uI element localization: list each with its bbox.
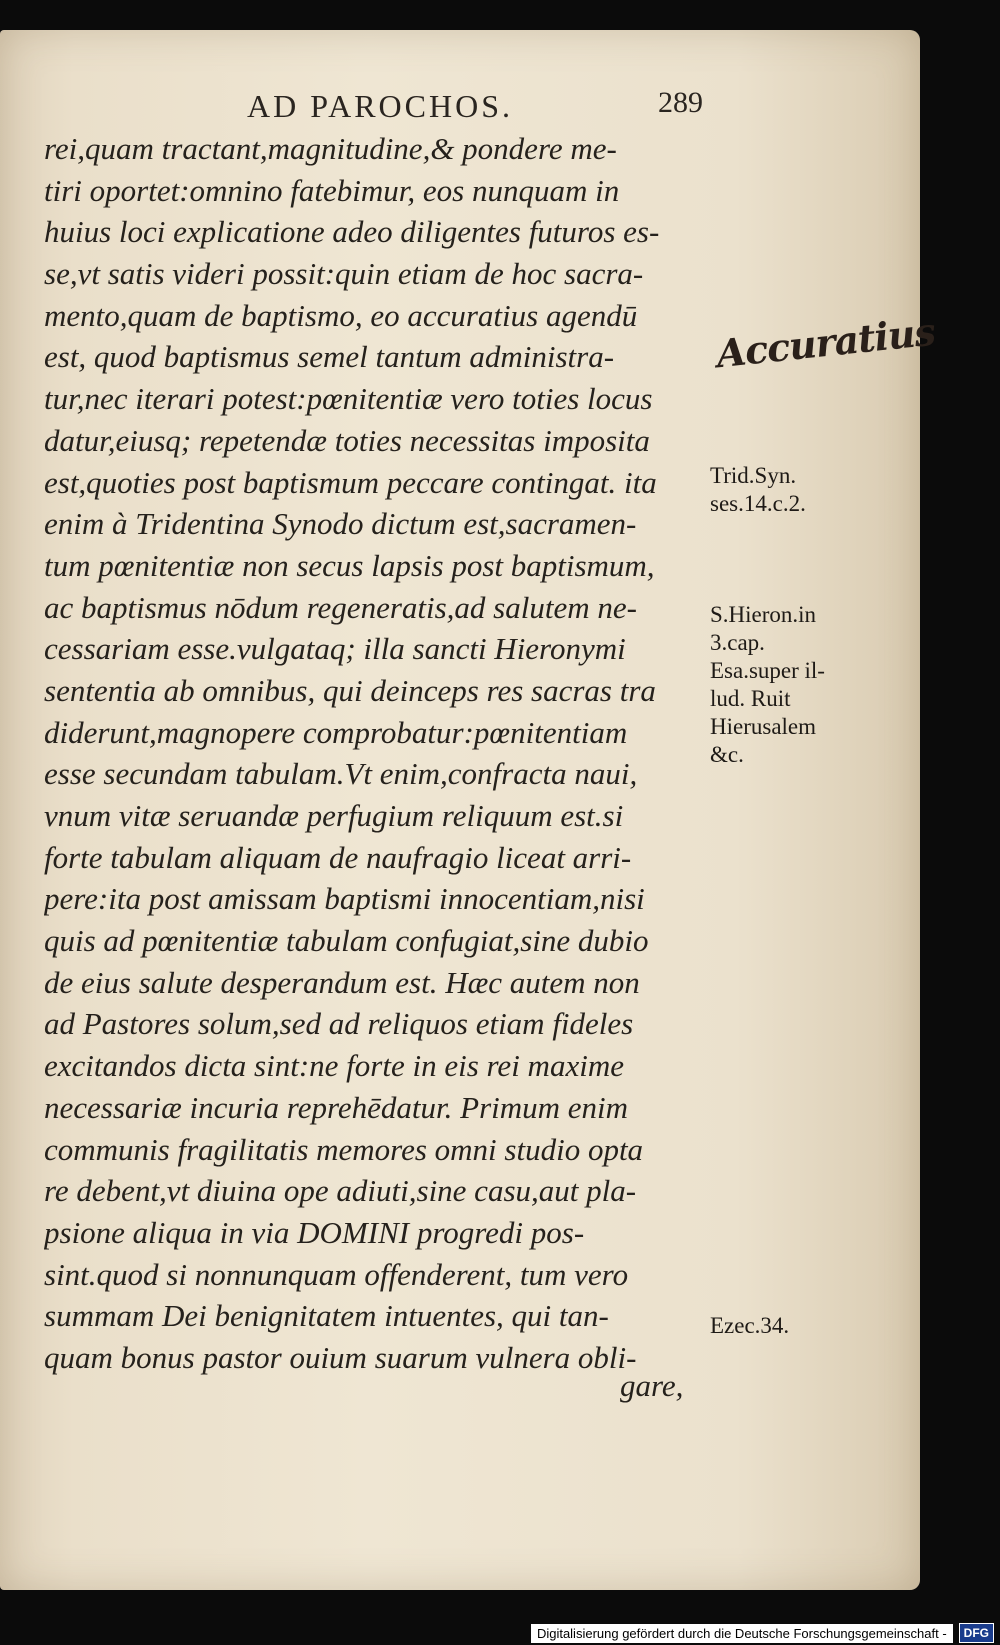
text-line: ad Pastores solum,sed ad reliquos etiam fideles [44,1006,634,1042]
margin-note-line: &c. [710,742,744,767]
margin-note-line: Esa.super il- [710,658,825,683]
text-line: necessariæ incuria reprehēdatur. Primum enim [44,1089,629,1125]
text-line: enim à Tridentina Synodo dictum est,sacramen- [44,506,637,542]
text-line: mento,quam de baptismo, eo accuratius agendū [44,297,638,333]
funding-credit: Digitalisierung gefördert durch die Deutsche Forschungsgemeinschaft - [531,1624,953,1643]
margin-note-line: lud. Ruit [710,686,791,711]
text-line: est, quod baptismus semel tantum administra- [44,339,615,375]
text-line: tiri oportet:omnino fatebimur, eos nunquam in [44,172,620,208]
text-line: summam Dei benignitatem intuentes, qui tan- [44,1298,609,1334]
text-line: esse secundam tabulam.Vt enim,confracta naui, [44,756,638,792]
text-line: quis ad pœnitentiæ tabulam confugiat,sine dubio [44,923,649,959]
text-line: re debent,vt diuina ope adiuti,sine casu,aut pla- [44,1173,637,1209]
footer-bar [0,1621,1000,1645]
margin-note-line: S.Hieron.in [710,602,817,627]
margin-note-ezechiel [710,1312,789,1340]
text-line: huius loci explicatione adeo diligentes futuros es- [44,214,660,250]
text-line: est,quoties post baptismum peccare contingat. ita [44,464,657,500]
book-page [0,30,937,1590]
text-line: datur,eiusq; repetendæ toties necessitas imposita [44,422,650,458]
text-line: forte tabulam aliquam de naufragio liceat arri- [44,839,632,875]
text-line: sint.quod si nonnunquam offenderent, tum vero [44,1256,629,1292]
body-text [44,128,704,1379]
margin-note-line: Ezec.34. [710,1313,790,1338]
text-line: vnum vitæ seruandæ perfugium reliquum est.si [44,798,624,833]
text-line: se,vt satis videri possit:quin etiam de hoc sacra- [44,256,644,292]
text-line: quam bonus pastor ouium suarum vulnera obli- [44,1339,637,1375]
running-head: AD PAROCHOS. [247,88,513,124]
text-line: diderunt,magnopere comprobatur:pœnitentiam [44,714,628,750]
page-number: 289 [658,86,703,119]
dfg-logo: DFG [959,1623,994,1643]
text-line: pere:ita post amissam baptismi innocentiam,nisi [44,881,645,917]
text-line: excitandos dicta sint:ne forte in eis rei maxime [44,1048,624,1084]
text-line: ac baptismus nōdum regeneratis,ad salutem ne- [44,589,637,625]
margin-note-line: Hierusalem [710,714,817,739]
text-line: de eius salute desperandum est. Hæc autem non [44,964,640,1000]
handwritten-annotation: Accuratius [714,308,937,377]
text-line: rei,quam tractant,magnitudine,& pondere me- [44,131,617,166]
text-line: cessariam esse.vulgataq; illa sancti Hieronymi [44,631,626,667]
text-line: tum pœnitentiæ non secus lapsis post baptismum, [44,547,655,583]
catchword: gare, [620,1368,684,1403]
margin-note-line: Trid.Syn. [710,463,797,488]
margin-note-trident [710,462,806,518]
text-line: sententia ab omnibus, qui deinceps res sacras tra [44,672,656,708]
margin-note-line: ses.14.c.2. [710,491,806,516]
margin-note-line: 3.cap. [710,630,765,655]
text-line: tur,nec iterari potest:pœnitentiæ vero toties locus [44,381,653,417]
text-line: psione aliqua in via DOMINI progredi pos- [44,1214,585,1250]
text-line: communis fragilitatis memores omni studio opta [44,1131,644,1167]
margin-note-hieronymus [710,601,825,769]
